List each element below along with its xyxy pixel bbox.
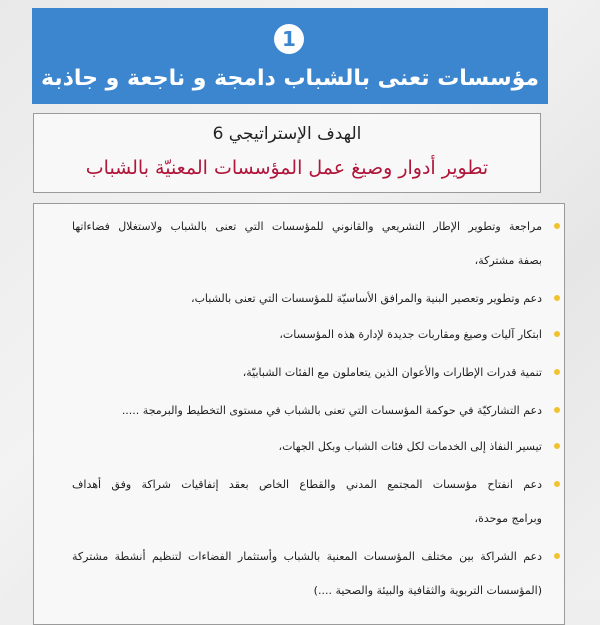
- list-item-text: تنمية قدرات الإطارات والأعوان الذين يتعاملون مع الفئات الشبابيّة،: [242, 366, 542, 379]
- bullet-icon: [554, 295, 560, 301]
- list-item: [72, 476, 542, 528]
- measures-list: [33, 203, 565, 625]
- list-item-text: (المؤسسات التربوية والثقافية والبيئة والصحية ....): [313, 584, 542, 597]
- list-item-text: دعم انفتاح مؤسسات المجتمع المدني والقطاع الخاص بعقد إتفاقيات شراكة وفق أهداف: [72, 478, 542, 491]
- list-item-text: دعم الشراكة بين مختلف المؤسسات المعنية بالشباب وأستثمار الفضاءات لتنظيم أنشطة مشتركة: [72, 550, 542, 563]
- strategic-goal-label: الهدف الإستراتيجي 6: [212, 124, 362, 144]
- strategic-goal-title: تطوير أدوار وصيغ عمل المؤسسات المعنيّة بالشباب: [85, 157, 489, 179]
- list-item-text: ابتكار آليات وصيغ ومقاربات جديدة لإدارة هذه المؤسسات،: [279, 328, 542, 341]
- list-item-text: دعم وتطوير وتعصير البنية والمرافق الأساسيّة للمؤسسات التي تعنى بالشباب،: [191, 292, 542, 305]
- list-item-text: وبرامج موحدة،: [474, 512, 542, 525]
- list-item: [72, 326, 542, 344]
- strategic-goal-box: [33, 113, 541, 193]
- bullet-icon: [554, 443, 560, 449]
- section-title: مؤسسات تعنى بالشباب دامجة و ناجعة و جاذبة: [41, 66, 539, 91]
- bullet-icon: [554, 407, 560, 413]
- list-item-text: بصفة مشتركة،: [474, 254, 542, 267]
- bullet-icon: [554, 369, 560, 375]
- list-item-text: تيسير النفاذ إلى الخدمات لكل فئات الشباب وبكل الجهات،: [278, 440, 542, 453]
- list-item: [72, 438, 542, 456]
- bullet-icon: [554, 553, 560, 559]
- section-number-badge: 1: [274, 24, 304, 54]
- section-header: [32, 8, 548, 104]
- list-item-text: دعم التشاركيّة في حوكمة المؤسسات التي تعنى بالشباب في مستوى التخطيط والبرمجة .....: [121, 404, 542, 417]
- list-item: [72, 402, 542, 420]
- list-item-text: مراجعة وتطوير الإطار التشريعي والقانوني للمؤسسات التي تعنى بالشباب ولاستغلال فضاءاتها: [72, 220, 542, 233]
- bullet-icon: [554, 481, 560, 487]
- list-item: [72, 290, 542, 308]
- bullet-icon: [554, 331, 560, 337]
- list-item: [72, 548, 542, 600]
- bullet-icon: [554, 223, 560, 229]
- list-item: [72, 364, 542, 382]
- list-item: [72, 218, 542, 270]
